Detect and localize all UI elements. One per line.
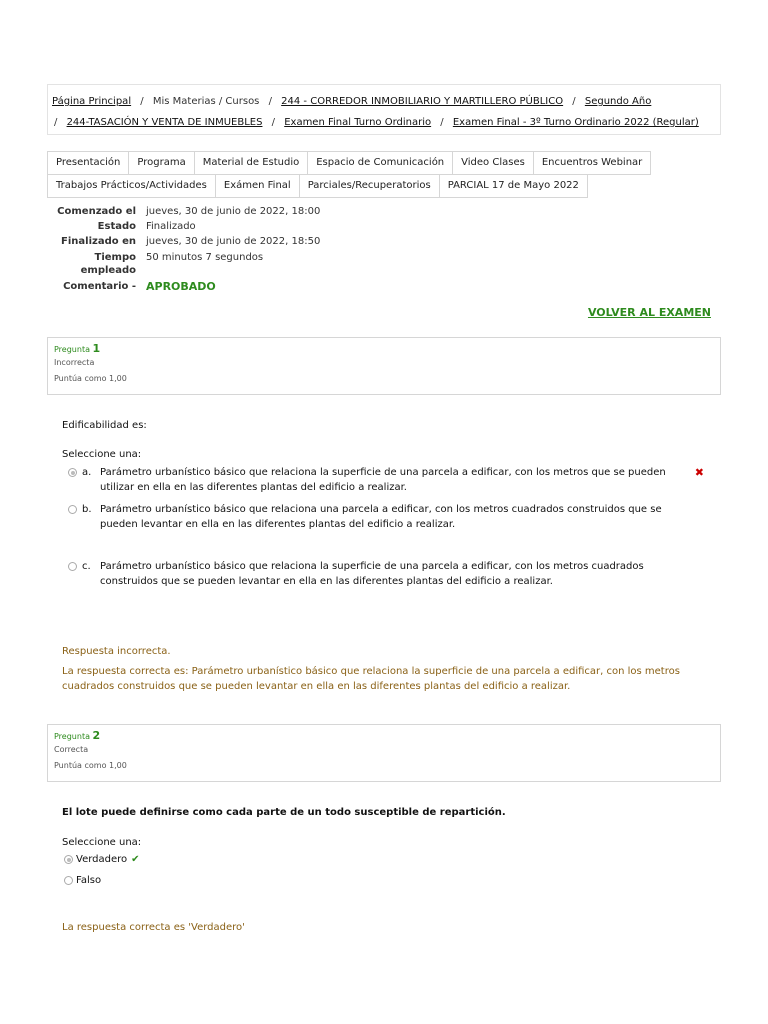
summary-row-comment — [47, 279, 447, 294]
breadcrumb — [47, 84, 721, 135]
incorrect-icon: ✖ — [694, 466, 704, 479]
tab-trabajos-practicos[interactable]: Trabajos Prácticos/Actividades — [47, 174, 216, 198]
tab-row-1 — [47, 151, 727, 174]
breadcrumb-home[interactable]: Página Principal — [52, 96, 132, 107]
breadcrumb-separator: / — [572, 96, 576, 107]
breadcrumb-row-2 — [52, 112, 716, 133]
question-1-option-c[interactable] — [68, 559, 708, 589]
tab-parcial-17-mayo[interactable]: PARCIAL 17 de Mayo 2022 — [439, 174, 588, 198]
option-text: Parámetro urbanístico básico que relaciona la superficie de una parcela a edificar, con los metros que se pueden utilizar en ella en las diferentes plantas del edificio a realizar. — [100, 467, 666, 493]
question-2-correct-answer: La respuesta correcta es 'Verdadero' — [62, 922, 245, 933]
tab-presentacion[interactable]: Presentación — [47, 151, 129, 175]
attempt-summary — [47, 204, 447, 294]
breadcrumb-separator: / — [268, 96, 272, 107]
option-text: Parámetro urbanístico básico que relaciona la superficie de una parcela a edificar, con los metros cuadrados construidos que se pueden levantar en ella en las diferentes plantas del edificio a realizar. — [100, 561, 644, 587]
tab-row-2 — [47, 174, 727, 197]
option-text: Parámetro urbanístico básico que relaciona una parcela a edificar, con los metros cuadrados construidos que se pueden levantar en ella en las diferentes plantas del edificio a realizar. — [100, 504, 662, 530]
option-text: Verdadero — [76, 854, 128, 865]
breadcrumb-separator: / — [440, 117, 444, 128]
breadcrumb-exam[interactable]: Examen Final - 3º Turno Ordinario 2022 (Regular) — [452, 117, 699, 128]
summary-label-line: Tiempo — [94, 252, 136, 263]
question-2-option-true[interactable] — [64, 852, 140, 867]
summary-row-finished — [47, 234, 447, 249]
back-to-exam-link[interactable]: VOLVER AL EXAMEN — [587, 306, 711, 319]
question-2-text: El lote puede definirse como cada parte de un todo susceptible de repartición. — [62, 807, 506, 818]
question-state: Correcta — [54, 745, 89, 754]
tab-examen-final[interactable]: Exámen Final — [215, 174, 300, 198]
question-grade: Puntúa como 1,00 — [54, 761, 127, 770]
question-1-option-a[interactable] — [68, 465, 708, 495]
question-1-correct-answer: La respuesta correcta es: Parámetro urbanístico básico que relaciona la superficie de una parcela a edificar, con los metros cuadrados construidos que se pueden levantar en ella en las diferentes plantas del edificio a realizar. — [62, 666, 680, 692]
question-number — [54, 342, 714, 355]
summary-row-state — [47, 219, 447, 234]
question-label: Pregunta — [54, 345, 90, 354]
tab-espacio-comunicacion[interactable]: Espacio de Comunicación — [307, 151, 453, 175]
summary-row-time — [47, 249, 447, 277]
radio-button[interactable] — [68, 505, 77, 514]
tab-video-clases[interactable]: Video Clases — [452, 151, 534, 175]
breadcrumb-subject[interactable]: 244-TASACIÓN Y VENTA DE INMUEBLES — [66, 117, 263, 128]
summary-value: jueves, 30 de junio de 2022, 18:00 — [146, 206, 321, 217]
question-label: Pregunta — [54, 732, 90, 741]
tab-material-estudio[interactable]: Material de Estudio — [194, 151, 309, 175]
breadcrumb-my-courses: Mis Materias / Cursos — [152, 96, 260, 107]
breadcrumb-year[interactable]: Segundo Año — [584, 96, 652, 107]
question-1-info — [47, 337, 721, 395]
summary-row-started — [47, 204, 447, 219]
option-letter: c. — [82, 561, 91, 572]
radio-button[interactable] — [68, 468, 77, 477]
summary-value: jueves, 30 de junio de 2022, 18:50 — [146, 236, 321, 247]
question-1-prompt: Seleccione una: — [62, 449, 142, 460]
breadcrumb-exam-section[interactable]: Examen Final Turno Ordinario — [284, 117, 432, 128]
question-number — [54, 729, 714, 742]
option-letter: b. — [82, 504, 92, 515]
option-letter: a. — [82, 467, 92, 478]
question-2-prompt: Seleccione una: — [62, 837, 142, 848]
summary-value: 50 minutos 7 segundos — [146, 252, 264, 263]
tab-programa[interactable]: Programa — [128, 151, 194, 175]
tab-parciales[interactable]: Parciales/Recuperatorios — [299, 174, 440, 198]
option-text: Falso — [76, 875, 102, 886]
question-2-option-false[interactable] — [64, 873, 101, 888]
breadcrumb-row-1 — [52, 91, 716, 112]
breadcrumb-separator: / — [271, 117, 276, 128]
summary-label-line: empleado — [80, 265, 136, 276]
summary-label: Comenzado el — [57, 206, 136, 217]
question-number-value: 1 — [92, 342, 101, 355]
radio-button[interactable] — [68, 562, 77, 571]
question-1-text: Edificabilidad es: — [62, 420, 147, 431]
summary-label: Estado — [97, 221, 136, 232]
question-1-feedback: Respuesta incorrecta. — [62, 646, 171, 657]
radio-button[interactable] — [64, 855, 73, 864]
radio-button[interactable] — [64, 876, 73, 885]
course-tabs — [47, 151, 727, 197]
question-grade: Puntúa como 1,00 — [54, 374, 127, 383]
summary-label: Finalizado en — [61, 236, 136, 247]
question-2-info — [47, 724, 721, 782]
summary-comment-value: APROBADO — [146, 280, 216, 293]
question-number-value: 2 — [92, 729, 101, 742]
summary-label — [47, 251, 146, 277]
check-icon: ✔ — [131, 854, 140, 865]
summary-label: Comentario - — [63, 281, 136, 292]
question-1-option-b[interactable] — [68, 502, 708, 532]
question-state: Incorrecta — [54, 358, 95, 367]
breadcrumb-separator: / — [54, 117, 58, 128]
summary-value: Finalizado — [146, 221, 196, 232]
breadcrumb-course[interactable]: 244 - CORREDOR INMOBILIARIO Y MARTILLERO PÚBLICO — [281, 96, 564, 107]
tab-encuentros-webinar[interactable]: Encuentros Webinar — [533, 151, 651, 175]
breadcrumb-separator: / — [140, 96, 144, 107]
